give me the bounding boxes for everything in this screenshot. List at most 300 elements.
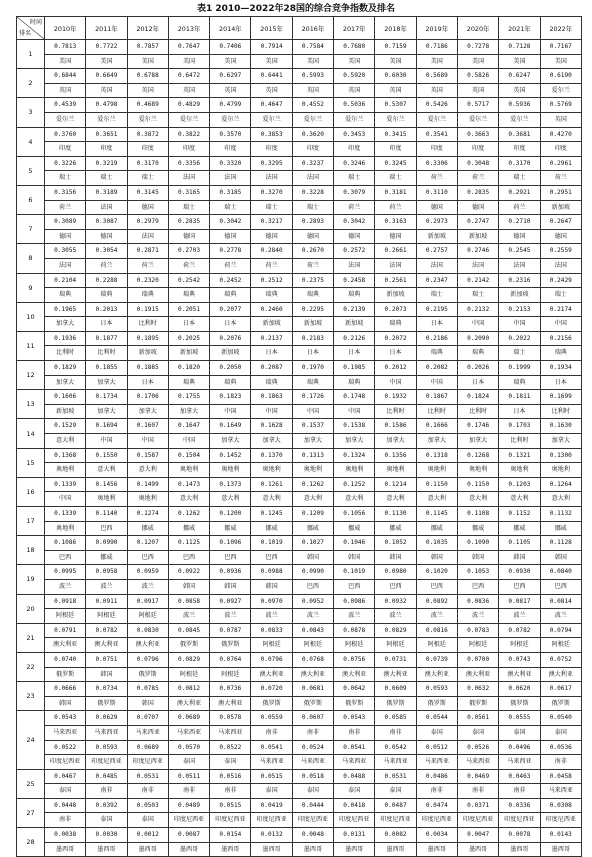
index-value-cell: 0.2951 bbox=[540, 185, 581, 200]
index-value-cell: 0.2572 bbox=[334, 244, 375, 259]
country-cell: 德国 bbox=[416, 200, 457, 215]
index-value-cell: 0.0570 bbox=[168, 740, 209, 755]
country-cell: 新加坡 bbox=[168, 346, 209, 361]
country-cell: 墨西哥 bbox=[416, 842, 457, 857]
country-cell: 荷兰 bbox=[86, 258, 127, 273]
index-value-cell: 0.4647 bbox=[251, 98, 292, 113]
index-value-cell: 0.0783 bbox=[457, 623, 498, 638]
country-cell: 瑞士 bbox=[251, 200, 292, 215]
index-value-cell: 0.3217 bbox=[251, 215, 292, 230]
year-header: 2018年 bbox=[375, 17, 416, 40]
country-cell: 俄罗斯 bbox=[375, 696, 416, 711]
index-value-cell: 0.0959 bbox=[127, 565, 168, 580]
country-cell: 阿根廷 bbox=[499, 638, 540, 653]
index-value-cell: 0.2137 bbox=[251, 331, 292, 346]
country-cell: 俄罗斯 bbox=[457, 696, 498, 711]
country-cell: 法国 bbox=[251, 171, 292, 186]
country-cell: 泰国 bbox=[416, 725, 457, 740]
rank-cell: 7 bbox=[17, 215, 45, 244]
index-value-cell: 0.2288 bbox=[86, 273, 127, 288]
table-row-countries bbox=[17, 638, 582, 653]
index-value-cell: 0.7584 bbox=[292, 40, 333, 55]
index-value-cell: 0.2153 bbox=[499, 302, 540, 317]
index-value-cell: 0.1264 bbox=[540, 477, 581, 492]
index-value-cell: 0.1262 bbox=[168, 507, 209, 522]
rank-cell: 20 bbox=[17, 594, 45, 623]
country-cell: 瑞士 bbox=[334, 171, 375, 186]
index-value-cell: 0.3228 bbox=[292, 185, 333, 200]
index-value-cell: 0.4829 bbox=[168, 98, 209, 113]
country-cell: 比利时 bbox=[457, 404, 498, 419]
index-value-cell: 0.4689 bbox=[127, 98, 168, 113]
index-value-cell: 0.1748 bbox=[334, 390, 375, 405]
index-value-cell: 0.7406 bbox=[210, 40, 251, 55]
index-value-cell: 0.2460 bbox=[251, 302, 292, 317]
country-cell: 澳大利亚 bbox=[375, 667, 416, 682]
index-value-cell: 0.0463 bbox=[499, 769, 540, 784]
index-value-cell: 0.0444 bbox=[292, 798, 333, 813]
country-cell: 荷兰 bbox=[416, 171, 457, 186]
country-cell: 墨西哥 bbox=[375, 842, 416, 857]
country-cell: 澳大利亚 bbox=[45, 638, 86, 653]
index-value-cell: 0.0078 bbox=[499, 828, 540, 843]
country-cell: 巴西 bbox=[334, 579, 375, 594]
country-cell: 美国 bbox=[45, 54, 86, 69]
index-value-cell: 0.0829 bbox=[375, 623, 416, 638]
index-value-cell: 0.0986 bbox=[334, 594, 375, 609]
country-cell: 英国 bbox=[210, 83, 251, 98]
index-value-cell: 0.2429 bbox=[540, 273, 581, 288]
index-value-cell: 0.0034 bbox=[416, 828, 457, 843]
index-value-cell: 0.0143 bbox=[540, 828, 581, 843]
country-cell: 瑞典 bbox=[210, 288, 251, 303]
country-cell: 南非 bbox=[375, 725, 416, 740]
country-cell: 爱尔兰 bbox=[86, 112, 127, 127]
index-value-cell: 0.0736 bbox=[210, 682, 251, 697]
index-value-cell: 0.6788 bbox=[127, 69, 168, 84]
country-cell: 波兰 bbox=[168, 609, 209, 624]
year-header: 2015年 bbox=[251, 17, 292, 40]
country-cell: 瑞士 bbox=[375, 171, 416, 186]
country-cell: 意大利 bbox=[168, 492, 209, 507]
index-value-cell: 0.0952 bbox=[292, 594, 333, 609]
index-value-cell: 0.1666 bbox=[416, 419, 457, 434]
index-value-cell: 0.3872 bbox=[127, 127, 168, 142]
index-value-cell: 0.2051 bbox=[168, 302, 209, 317]
country-cell: 印度尼西亚 bbox=[457, 813, 498, 828]
rank-cell: 21 bbox=[17, 623, 45, 652]
index-value-cell: 0.2778 bbox=[210, 244, 251, 259]
country-cell: 中国 bbox=[210, 404, 251, 419]
index-value-cell: 0.3163 bbox=[375, 215, 416, 230]
index-value-cell: 0.1108 bbox=[457, 507, 498, 522]
index-value-cell: 0.0734 bbox=[86, 682, 127, 697]
index-value-cell: 0.3110 bbox=[416, 185, 457, 200]
competitiveness-table bbox=[16, 16, 582, 857]
country-cell: 意大利 bbox=[457, 492, 498, 507]
index-value-cell: 0.2559 bbox=[540, 244, 581, 259]
country-cell: 加拿大 bbox=[127, 404, 168, 419]
index-value-cell: 0.2087 bbox=[251, 361, 292, 376]
country-cell: 南非 bbox=[292, 725, 333, 740]
index-value-cell: 0.0030 bbox=[86, 828, 127, 843]
country-cell: 中国 bbox=[499, 317, 540, 332]
country-cell: 南非 bbox=[251, 725, 292, 740]
country-cell: 墨西哥 bbox=[251, 842, 292, 857]
year-header: 2017年 bbox=[334, 17, 375, 40]
country-cell: 泰国 bbox=[540, 725, 581, 740]
index-value-cell: 0.1019 bbox=[334, 565, 375, 580]
country-cell: 中国 bbox=[416, 375, 457, 390]
index-value-cell: 0.0524 bbox=[292, 740, 333, 755]
rank-cell: 24 bbox=[17, 711, 45, 769]
country-cell: 瑞士 bbox=[45, 171, 86, 186]
index-value-cell: 0.1086 bbox=[45, 536, 86, 551]
country-cell: 马来西亚 bbox=[251, 755, 292, 770]
index-value-cell: 0.0512 bbox=[416, 740, 457, 755]
index-value-cell: 0.0418 bbox=[334, 798, 375, 813]
country-cell: 巴西 bbox=[45, 550, 86, 565]
country-cell: 韩国 bbox=[86, 667, 127, 682]
country-cell: 瑞士 bbox=[86, 171, 127, 186]
index-value-cell: 0.0740 bbox=[45, 652, 86, 667]
country-cell: 澳大利亚 bbox=[86, 638, 127, 653]
country-cell: 泰国 bbox=[127, 813, 168, 828]
index-value-cell: 0.1985 bbox=[334, 361, 375, 376]
year-header: 2020年 bbox=[457, 17, 498, 40]
country-cell: 马来西亚 bbox=[499, 755, 540, 770]
country-cell: 瑞士 bbox=[499, 171, 540, 186]
index-value-cell: 0.0336 bbox=[499, 798, 540, 813]
index-value-cell: 0.0543 bbox=[45, 711, 86, 726]
country-cell: 南非 bbox=[334, 725, 375, 740]
table-row-values bbox=[17, 448, 582, 463]
index-value-cell: 0.0689 bbox=[127, 740, 168, 755]
index-value-cell: 0.3042 bbox=[334, 215, 375, 230]
country-cell: 印度 bbox=[127, 142, 168, 157]
table-row-countries bbox=[17, 696, 582, 711]
country-cell: 波兰 bbox=[334, 609, 375, 624]
country-cell: 泰国 bbox=[86, 813, 127, 828]
country-cell: 英国 bbox=[251, 83, 292, 98]
index-value-cell: 0.1056 bbox=[334, 507, 375, 522]
index-value-cell: 0.1027 bbox=[292, 536, 333, 551]
country-cell: 印度尼西亚 bbox=[499, 813, 540, 828]
index-value-cell: 0.2090 bbox=[457, 331, 498, 346]
country-cell: 波兰 bbox=[457, 609, 498, 624]
country-cell: 奥地利 bbox=[127, 492, 168, 507]
index-value-cell: 0.1373 bbox=[210, 477, 251, 492]
index-value-cell: 0.3170 bbox=[499, 156, 540, 171]
index-value-cell: 0.1130 bbox=[375, 507, 416, 522]
table-row-countries bbox=[17, 346, 582, 361]
country-cell: 巴西 bbox=[127, 550, 168, 565]
country-cell: 日本 bbox=[540, 375, 581, 390]
country-cell: 南非 bbox=[499, 784, 540, 799]
index-value-cell: 0.1152 bbox=[499, 507, 540, 522]
country-cell: 新加坡 bbox=[416, 229, 457, 244]
index-value-cell: 0.0796 bbox=[251, 652, 292, 667]
index-value-cell: 0.1915 bbox=[127, 302, 168, 317]
index-value-cell: 0.0544 bbox=[416, 711, 457, 726]
index-value-cell: 0.2375 bbox=[292, 273, 333, 288]
country-cell: 韩国 bbox=[251, 579, 292, 594]
country-cell: 新加坡 bbox=[127, 346, 168, 361]
index-value-cell: 0.2132 bbox=[457, 302, 498, 317]
table-row-countries bbox=[17, 463, 582, 478]
country-cell: 澳大利亚 bbox=[499, 667, 540, 682]
country-cell: 印度尼西亚 bbox=[540, 813, 581, 828]
country-cell: 挪威 bbox=[375, 521, 416, 536]
country-cell: 南非 bbox=[210, 784, 251, 799]
index-value-cell: 0.2757 bbox=[416, 244, 457, 259]
index-value-cell: 0.0988 bbox=[251, 565, 292, 580]
index-value-cell: 0.0474 bbox=[416, 798, 457, 813]
index-value-cell: 0.0593 bbox=[416, 682, 457, 697]
country-cell: 美国 bbox=[251, 54, 292, 69]
country-cell: 英国 bbox=[499, 83, 540, 98]
index-value-cell: 0.1150 bbox=[457, 477, 498, 492]
country-cell: 马来西亚 bbox=[86, 725, 127, 740]
country-cell: 荷兰 bbox=[168, 258, 209, 273]
index-value-cell: 0.0782 bbox=[499, 623, 540, 638]
country-cell: 波兰 bbox=[251, 609, 292, 624]
index-value-cell: 0.0469 bbox=[457, 769, 498, 784]
table-row-countries bbox=[17, 725, 582, 740]
country-cell: 泰国 bbox=[499, 725, 540, 740]
country-cell: 奥地利 bbox=[375, 463, 416, 478]
index-value-cell: 0.0796 bbox=[127, 652, 168, 667]
country-cell: 加拿大 bbox=[375, 434, 416, 449]
index-value-cell: 0.5936 bbox=[499, 98, 540, 113]
corner-rank-label: 排名 bbox=[19, 30, 32, 37]
country-cell: 德国 bbox=[499, 229, 540, 244]
index-value-cell: 0.0812 bbox=[168, 682, 209, 697]
index-value-cell: 0.3048 bbox=[457, 156, 498, 171]
country-cell: 墨西哥 bbox=[457, 842, 498, 857]
index-value-cell: 0.0731 bbox=[375, 652, 416, 667]
rank-cell: 14 bbox=[17, 419, 45, 448]
rank-cell: 11 bbox=[17, 331, 45, 360]
country-cell: 瑞典 bbox=[334, 375, 375, 390]
index-value-cell: 0.2195 bbox=[416, 302, 457, 317]
index-value-cell: 0.5036 bbox=[334, 98, 375, 113]
index-value-cell: 0.0922 bbox=[168, 565, 209, 580]
index-value-cell: 0.0392 bbox=[86, 798, 127, 813]
country-cell: 巴西 bbox=[540, 579, 581, 594]
index-value-cell: 0.0817 bbox=[499, 594, 540, 609]
index-value-cell: 0.1965 bbox=[45, 302, 86, 317]
country-cell: 爱尔兰 bbox=[210, 112, 251, 127]
table-row-values bbox=[17, 215, 582, 230]
index-value-cell: 0.1823 bbox=[210, 390, 251, 405]
index-value-cell: 0.2126 bbox=[334, 331, 375, 346]
index-value-cell: 0.0756 bbox=[334, 652, 375, 667]
index-value-cell: 0.2316 bbox=[499, 273, 540, 288]
country-cell: 瑞典 bbox=[416, 346, 457, 361]
table-row-countries bbox=[17, 521, 582, 536]
index-value-cell: 0.0503 bbox=[127, 798, 168, 813]
index-value-cell: 0.3189 bbox=[86, 185, 127, 200]
index-value-cell: 0.2012 bbox=[375, 361, 416, 376]
index-value-cell: 0.1970 bbox=[292, 361, 333, 376]
country-cell: 印度尼西亚 bbox=[334, 813, 375, 828]
country-cell: 荷兰 bbox=[127, 258, 168, 273]
country-cell: 爱尔兰 bbox=[499, 112, 540, 127]
index-value-cell: 0.2542 bbox=[168, 273, 209, 288]
index-value-cell: 0.1885 bbox=[127, 361, 168, 376]
table-row-countries bbox=[17, 813, 582, 828]
country-cell: 澳大利亚 bbox=[251, 667, 292, 682]
table-row-values bbox=[17, 390, 582, 405]
country-cell: 泰国 bbox=[168, 755, 209, 770]
country-cell: 韩国 bbox=[45, 696, 86, 711]
country-cell: 比利时 bbox=[375, 404, 416, 419]
country-cell: 爱尔兰 bbox=[127, 112, 168, 127]
country-cell: 奥地利 bbox=[86, 492, 127, 507]
country-cell: 挪威 bbox=[499, 521, 540, 536]
index-value-cell: 0.0448 bbox=[45, 798, 86, 813]
index-value-cell: 0.0936 bbox=[210, 565, 251, 580]
country-cell: 阿根廷 bbox=[375, 638, 416, 653]
country-cell: 印度 bbox=[45, 142, 86, 157]
index-value-cell: 0.0607 bbox=[292, 711, 333, 726]
country-cell: 瑞典 bbox=[45, 288, 86, 303]
table-row-values bbox=[17, 682, 582, 697]
country-cell: 英国 bbox=[127, 83, 168, 98]
country-cell: 意大利 bbox=[334, 492, 375, 507]
country-cell: 瑞典 bbox=[292, 375, 333, 390]
country-cell: 加拿大 bbox=[168, 404, 209, 419]
index-value-cell: 0.3620 bbox=[292, 127, 333, 142]
index-value-cell: 0.3415 bbox=[375, 127, 416, 142]
index-value-cell: 0.2320 bbox=[127, 273, 168, 288]
country-cell: 印度尼西亚 bbox=[86, 755, 127, 770]
country-cell: 法国 bbox=[457, 258, 498, 273]
index-value-cell: 0.0990 bbox=[292, 565, 333, 580]
country-cell: 韩国 bbox=[416, 550, 457, 565]
country-cell: 印度 bbox=[457, 142, 498, 157]
country-cell: 印度尼西亚 bbox=[292, 813, 333, 828]
year-header: 2016年 bbox=[292, 17, 333, 40]
index-value-cell: 0.1473 bbox=[168, 477, 209, 492]
index-value-cell: 0.0132 bbox=[251, 828, 292, 843]
country-cell: 巴西 bbox=[416, 579, 457, 594]
country-cell: 新加坡 bbox=[251, 317, 292, 332]
index-value-cell: 0.2746 bbox=[457, 244, 498, 259]
index-value-cell: 0.1105 bbox=[499, 536, 540, 551]
country-cell: 韩国 bbox=[168, 579, 209, 594]
year-header: 2021年 bbox=[499, 17, 540, 40]
table-row-countries bbox=[17, 404, 582, 419]
index-value-cell: 0.7857 bbox=[127, 40, 168, 55]
year-header: 2022年 bbox=[540, 17, 581, 40]
country-cell: 南非 bbox=[168, 784, 209, 799]
country-cell: 印度尼西亚 bbox=[210, 813, 251, 828]
country-cell: 韩国 bbox=[375, 550, 416, 565]
country-cell: 德国 bbox=[292, 229, 333, 244]
country-cell: 阿根廷 bbox=[168, 667, 209, 682]
country-cell: 巴西 bbox=[292, 579, 333, 594]
index-value-cell: 0.3320 bbox=[210, 156, 251, 171]
country-cell: 美国 bbox=[292, 54, 333, 69]
rank-cell: 19 bbox=[17, 565, 45, 594]
country-cell: 印度 bbox=[210, 142, 251, 157]
table-row-values bbox=[17, 273, 582, 288]
country-cell: 俄罗斯 bbox=[45, 667, 86, 682]
country-cell: 印度尼西亚 bbox=[375, 813, 416, 828]
index-value-cell: 0.4552 bbox=[292, 98, 333, 113]
index-value-cell: 0.6649 bbox=[86, 69, 127, 84]
country-cell: 瑞典 bbox=[457, 346, 498, 361]
index-value-cell: 0.1200 bbox=[210, 507, 251, 522]
index-value-cell: 0.0816 bbox=[416, 623, 457, 638]
index-value-cell: 0.2139 bbox=[334, 302, 375, 317]
country-cell: 印度 bbox=[416, 142, 457, 157]
index-value-cell: 0.0511 bbox=[168, 769, 209, 784]
country-cell: 新加坡 bbox=[45, 404, 86, 419]
index-value-cell: 0.4539 bbox=[45, 98, 86, 113]
index-value-cell: 0.0593 bbox=[86, 740, 127, 755]
index-value-cell: 0.5769 bbox=[540, 98, 581, 113]
country-cell: 瑞士 bbox=[168, 200, 209, 215]
index-value-cell: 0.1824 bbox=[457, 390, 498, 405]
rank-cell: 12 bbox=[17, 361, 45, 390]
index-value-cell: 0.1052 bbox=[375, 536, 416, 551]
table-row-values bbox=[17, 302, 582, 317]
index-value-cell: 0.2835 bbox=[168, 215, 209, 230]
country-cell: 阿根廷 bbox=[540, 638, 581, 653]
index-value-cell: 0.3681 bbox=[499, 127, 540, 142]
table-row-values bbox=[17, 361, 582, 376]
index-value-cell: 0.3165 bbox=[168, 185, 209, 200]
country-cell: 瑞士 bbox=[292, 200, 333, 215]
country-cell: 荷兰 bbox=[210, 258, 251, 273]
table-row-countries bbox=[17, 258, 582, 273]
index-value-cell: 0.1734 bbox=[86, 390, 127, 405]
index-value-cell: 0.0785 bbox=[127, 682, 168, 697]
table-row-countries bbox=[17, 229, 582, 244]
table-body bbox=[17, 40, 582, 857]
index-value-cell: 0.2703 bbox=[168, 244, 209, 259]
country-cell: 挪威 bbox=[210, 521, 251, 536]
index-value-cell: 0.5426 bbox=[416, 98, 457, 113]
index-value-cell: 0.1647 bbox=[168, 419, 209, 434]
country-cell: 英国 bbox=[457, 83, 498, 98]
index-value-cell: 0.0522 bbox=[45, 740, 86, 755]
index-value-cell: 0.2661 bbox=[375, 244, 416, 259]
country-cell: 挪威 bbox=[127, 521, 168, 536]
index-value-cell: 0.0518 bbox=[292, 769, 333, 784]
index-value-cell: 0.7128 bbox=[499, 40, 540, 55]
country-cell: 波兰 bbox=[45, 579, 86, 594]
index-value-cell: 0.0720 bbox=[251, 682, 292, 697]
country-cell: 日本 bbox=[416, 317, 457, 332]
country-cell: 比利时 bbox=[416, 404, 457, 419]
index-value-cell: 0.0620 bbox=[499, 682, 540, 697]
country-cell: 美国 bbox=[457, 54, 498, 69]
index-value-cell: 0.1586 bbox=[375, 419, 416, 434]
country-cell: 印度 bbox=[168, 142, 209, 157]
index-value-cell: 0.1694 bbox=[86, 419, 127, 434]
country-cell: 意大利 bbox=[540, 492, 581, 507]
country-cell: 马来西亚 bbox=[334, 755, 375, 770]
index-value-cell: 0.0131 bbox=[334, 828, 375, 843]
country-cell: 澳大利亚 bbox=[210, 696, 251, 711]
country-cell: 瑞士 bbox=[457, 288, 498, 303]
index-value-cell: 0.2073 bbox=[375, 302, 416, 317]
index-value-cell: 0.1932 bbox=[375, 390, 416, 405]
